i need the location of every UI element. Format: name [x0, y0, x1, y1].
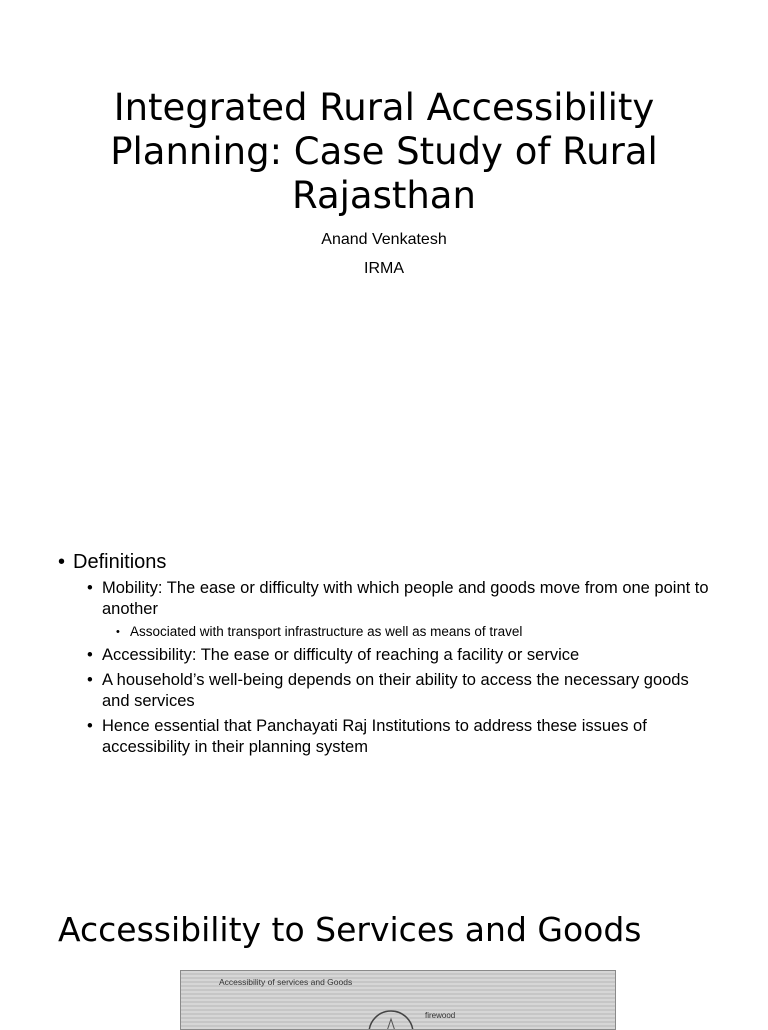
bullet-dot: • — [87, 579, 93, 597]
section-heading: Accessibility to Services and Goods — [58, 910, 642, 949]
bullet-text: Accessibility: The ease or difficulty of reaching a facility or service — [102, 646, 580, 664]
bullet-text: A household’s well-being depends on their ability to access the necessary goods and services — [102, 671, 689, 710]
bullet-dot: • — [87, 671, 93, 689]
bullet-dot: • — [87, 717, 93, 735]
definitions-bullet-list — [58, 550, 718, 758]
bullet-wellbeing — [58, 670, 718, 712]
bullet-text: Hence essential that Panchayati Raj Institutions to address these issues of accessibility in their planning system — [102, 717, 647, 756]
bullet-text: Mobility: The ease or difficulty with which people and goods move from one point to another — [102, 579, 709, 618]
presentation-title: Integrated Rural Accessibility Planning: Case Study of Rural Rajasthan — [110, 86, 658, 217]
bullet-dot: • — [116, 626, 120, 638]
bullet-mobility-sub — [58, 623, 718, 641]
bullet-dot: • — [87, 646, 93, 664]
bullet-panchayati — [58, 716, 718, 758]
bullet-accessibility — [58, 645, 718, 666]
bullet-dot: • — [58, 551, 66, 573]
figure-title: Accessibility of services and Goods — [219, 977, 353, 987]
diagram-circle-graphic — [361, 1001, 421, 1030]
organization-name: IRMA — [364, 260, 404, 277]
author-name: Anand Venkatesh — [321, 231, 447, 248]
bullet-text: Associated with transport infrastructure as well as means of travel — [130, 624, 523, 639]
bullet-definitions — [58, 550, 718, 574]
figure-label-firewood: firewood — [425, 1011, 456, 1020]
bullet-mobility — [58, 578, 718, 620]
bullet-text: Definitions — [73, 551, 167, 573]
accessibility-diagram-image — [180, 970, 616, 1030]
